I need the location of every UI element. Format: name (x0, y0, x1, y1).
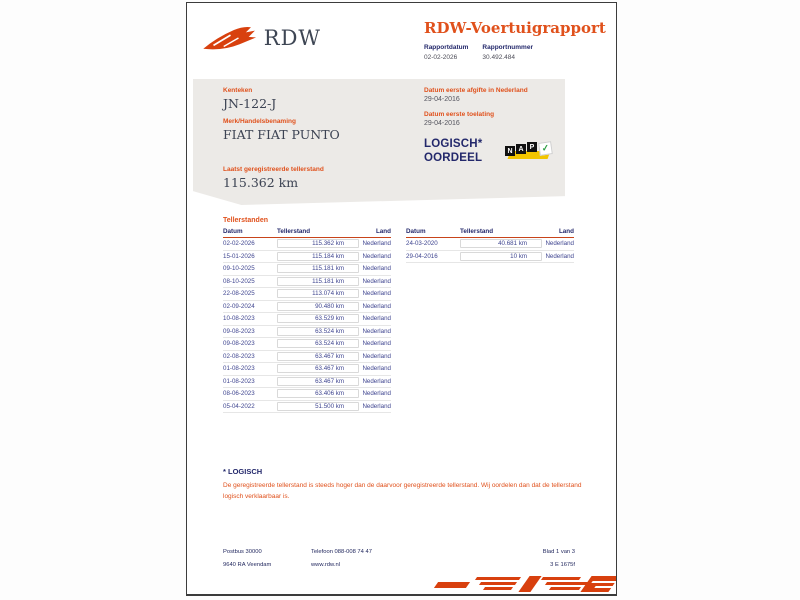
toelating-label: Datum eerste toelating (424, 111, 495, 118)
cell-land: Nederland (545, 252, 574, 260)
cell-datum: 02-08-2023 (223, 352, 255, 360)
cell-tellerstand: 63.406 km (277, 389, 359, 398)
cell-datum: 24-03-2020 (406, 240, 438, 248)
table-row (223, 338, 391, 351)
tellerstand-label: Laatst geregistreerde tellerstand (223, 166, 324, 173)
nap-letter-p: P (527, 142, 537, 152)
cell-land: Nederland (362, 277, 391, 285)
oordeel-line2: OORDEEL (424, 152, 483, 164)
decorative-stripes-art (434, 576, 616, 592)
cell-datum: 02-09-2024 (223, 302, 255, 310)
cell-land: Nederland (362, 315, 391, 323)
header-land: Land (375, 228, 391, 235)
cell-datum: 15-01-2026 (223, 252, 255, 260)
cell-land: Nederland (362, 252, 391, 260)
rdw-logo-text: RDW (263, 26, 321, 50)
cell-land: Nederland (545, 240, 574, 248)
document-page (186, 2, 617, 596)
header-datum: Datum (406, 228, 426, 235)
cell-land: Nederland (362, 365, 391, 373)
table-row (223, 288, 391, 301)
tellerstanden-section-title: Tellerstanden (223, 217, 268, 224)
header-land: Land (558, 228, 574, 235)
cell-datum: 02-02-2026 (223, 240, 255, 248)
cell-tellerstand: 115.184 km (277, 252, 359, 261)
tellerstanden-table-left (223, 228, 391, 413)
merk-value: FIAT FIAT PUNTO (223, 127, 340, 142)
table-row (223, 301, 391, 314)
kenteken-value: JN-122-J (223, 96, 277, 111)
report-number-label: Rapportnummer (482, 44, 533, 51)
footer-address (223, 549, 311, 568)
footer-contact (311, 549, 505, 568)
header-tellerstand: Tellerstand (460, 228, 494, 235)
table-body-left (223, 238, 391, 413)
cell-datum: 01-08-2023 (223, 377, 255, 385)
cell-tellerstand: 51.500 km (277, 402, 359, 411)
table-row (223, 326, 391, 339)
cell-datum: 08-06-2023 (223, 390, 255, 398)
header-tellerstand: Tellerstand (277, 228, 311, 235)
tellerstanden-table-right (406, 228, 574, 263)
nap-letter-n: N (505, 146, 515, 156)
table-header-row (406, 228, 574, 238)
table-row (223, 376, 391, 389)
cell-tellerstand: 63.524 km (277, 327, 359, 336)
table-row (223, 276, 391, 289)
cell-tellerstand: 115.181 km (277, 264, 359, 273)
cell-datum: 01-08-2023 (223, 365, 255, 373)
footnote-text: De geregistreerde tellerstand is steeds hoger dan de daarvoor geregistreerde tellerstand. Wij oordelen dan dat de tellerstand logisch verklaarbaar is. (223, 482, 582, 500)
footer-postbus: Postbus 30000 (223, 549, 262, 555)
footer-page-info (505, 549, 575, 568)
cell-datum: 10-08-2023 (223, 315, 255, 323)
cell-datum: 09-10-2025 (223, 265, 255, 273)
cell-datum: 05-04-2022 (223, 402, 255, 410)
merk-label: Merk/Handelsbenaming (223, 118, 296, 125)
tellerstand-value: 115.362 km (223, 175, 299, 190)
footer-phone: Telefoon 088-008 74 47 (311, 549, 372, 555)
table-row (406, 251, 574, 264)
footer-city: 9640 RA Veendam (223, 562, 272, 568)
cell-tellerstand: 63.467 km (277, 364, 359, 373)
nap-letter-a: A (516, 144, 526, 154)
table-row (223, 313, 391, 326)
header-datum: Datum (223, 228, 243, 235)
cell-datum: 08-10-2025 (223, 277, 255, 285)
report-date-block (424, 44, 468, 61)
afgifte-value: 29-04-2016 (424, 96, 460, 103)
cell-datum: 29-04-2016 (406, 252, 438, 260)
footer-page-indicator: Blad 1 van 3 (542, 549, 575, 555)
table-row (223, 351, 391, 364)
logisch-footnote (223, 467, 583, 502)
document-title: RDW-Voertuigrapport (424, 19, 606, 37)
oordeel-line1: LOGISCH* (424, 138, 483, 150)
cell-tellerstand: 113.074 km (277, 289, 359, 298)
table-row (223, 238, 391, 251)
page-footer (223, 549, 575, 568)
cell-tellerstand: 63.524 km (277, 339, 359, 348)
cell-tellerstand: 63.467 km (277, 352, 359, 361)
vehicle-left-column (223, 87, 413, 197)
report-date-label: Rapportdatum (424, 44, 469, 51)
afgifte-label: Datum eerste afgifte in Nederland (424, 87, 528, 94)
nap-checkmark-icon: ✓ (538, 141, 553, 156)
cell-land: Nederland (362, 290, 391, 298)
table-header-row (223, 228, 391, 238)
cell-land: Nederland (362, 340, 391, 348)
table-row (223, 363, 391, 376)
report-date-value: 02-02-2026 (424, 54, 458, 61)
report-meta (424, 44, 533, 61)
footnote-title: * LOGISCH (223, 467, 263, 476)
rdw-feather-icon (201, 18, 258, 58)
table-row (223, 388, 391, 401)
cell-tellerstand: 115.362 km (277, 239, 359, 248)
cell-tellerstand: 63.529 km (277, 314, 359, 323)
cell-land: Nederland (362, 302, 391, 310)
cell-tellerstand: 90.480 km (277, 302, 359, 311)
cell-land: Nederland (362, 377, 391, 385)
nap-logo (505, 141, 557, 165)
cell-datum: 09-08-2023 (223, 340, 255, 348)
cell-tellerstand: 10 km (460, 252, 542, 261)
table-row (223, 401, 391, 414)
footer-form-code: 3 E 1675f (550, 562, 575, 568)
cell-land: Nederland (362, 240, 391, 248)
cell-tellerstand: 63.467 km (277, 377, 359, 386)
table-body-right (406, 238, 574, 263)
cell-land: Nederland (362, 402, 391, 410)
table-row (223, 251, 391, 264)
kenteken-label: Kenteken (223, 87, 253, 94)
cell-land: Nederland (362, 265, 391, 273)
cell-datum: 22-08-2025 (223, 290, 255, 298)
table-row (223, 263, 391, 276)
cell-datum: 09-08-2023 (223, 327, 255, 335)
rdw-logo (201, 15, 321, 61)
report-number-block (482, 44, 533, 61)
cell-land: Nederland (362, 327, 391, 335)
cell-tellerstand: 115.181 km (277, 277, 359, 286)
cell-land: Nederland (362, 352, 391, 360)
toelating-value: 29-04-2016 (424, 120, 460, 127)
footer-website-link[interactable]: www.rdw.nl (311, 562, 340, 568)
cell-tellerstand: 40.681 km (460, 239, 542, 248)
report-number-value: 30.492.484 (482, 54, 515, 61)
cell-land: Nederland (362, 390, 391, 398)
table-row (406, 238, 574, 251)
